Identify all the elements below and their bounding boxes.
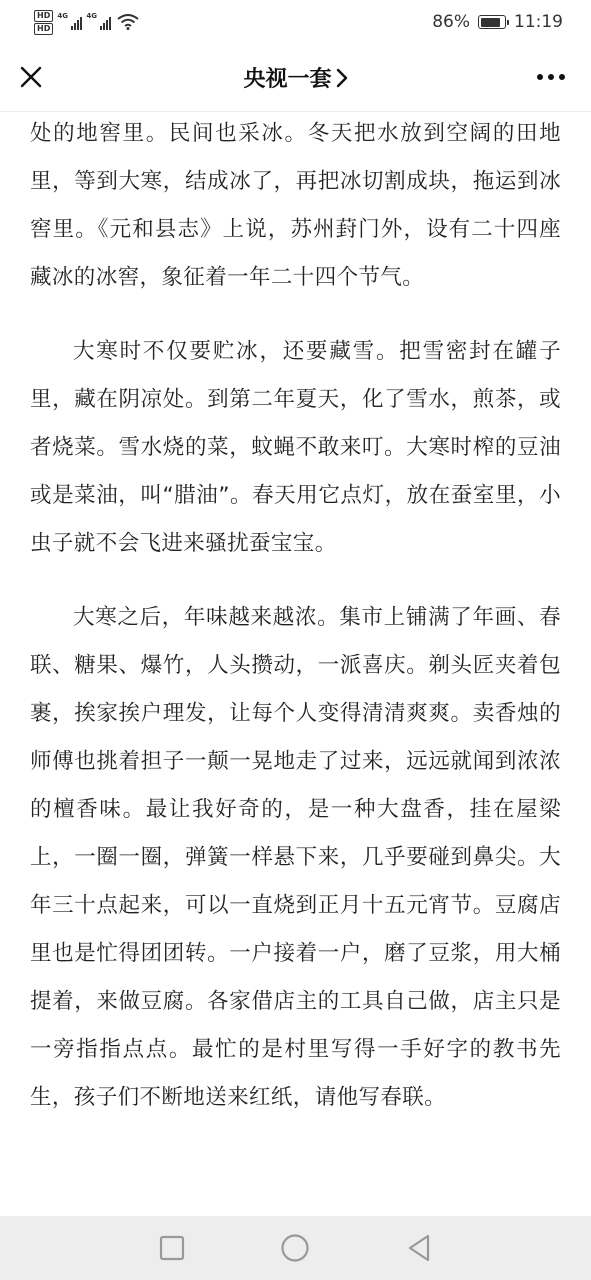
more-icon [536, 73, 566, 81]
battery-fill [481, 18, 501, 27]
home-button[interactable] [275, 1228, 315, 1268]
article-paragraph-2: 大寒时不仅要贮冰，还要藏雪。把雪密封在罐子里，藏在阴凉处。到第二年夏天，化了雪水，煎茶，或者烧菜。雪水烧的菜，蚊蝇不敢来叮。大寒时榨的豆油或是菜油，叫“腊油”。春天用它点灯，放在蚕室里，小虫子就不会飞进来骚扰蚕宝宝。 [30, 339, 561, 556]
system-navigation-bar [0, 1216, 591, 1280]
signal-icon-2 [88, 14, 111, 30]
battery-icon [478, 15, 506, 29]
article-body[interactable] [0, 112, 591, 1216]
recents-button[interactable] [152, 1228, 192, 1268]
clock: 11:19 [514, 12, 563, 32]
page-title: 央视一套 [243, 67, 332, 92]
status-bar [0, 0, 591, 44]
status-right [432, 12, 563, 32]
battery-percent: 86% [432, 12, 470, 32]
chevron-right-icon [336, 68, 348, 88]
hd-indicators [34, 10, 53, 35]
close-button[interactable] [12, 58, 50, 96]
network-type-2: 4G [86, 12, 97, 20]
nav-bar [0, 44, 591, 112]
hd-badge-1: HD [34, 10, 53, 22]
more-button[interactable] [531, 58, 571, 96]
wifi-icon [117, 14, 139, 30]
account-title-link[interactable] [243, 62, 347, 93]
square-icon [159, 1235, 185, 1261]
triangle-back-icon [406, 1234, 432, 1262]
back-button[interactable] [399, 1228, 439, 1268]
signal-icon-1 [59, 14, 82, 30]
circle-icon [280, 1233, 310, 1263]
status-left [34, 10, 139, 35]
hd-badge-2: HD [34, 23, 53, 35]
close-icon [20, 66, 42, 88]
network-type-1: 4G [57, 12, 68, 20]
article-paragraph-1: 处的地窖里。民间也采冰。冬天把水放到空阔的田地里，等到大寒，结成冰了，再把冰切割成块，拖运到冰窖里。《元和县志》上说，苏州葑门外，设有二十四座藏冰的冰窖，象征着一年二十四个节气。 [30, 121, 561, 290]
article-paragraph-3: 大寒之后，年味越来越浓。集市上铺满了年画、春联、糖果、爆竹，人头攒动，一派喜庆。剃头匠夹着包裹，挨家挨户理发，让每个人变得清清爽爽。卖香烛的师傅也挑着担子一颠一晃地走了过来，远远就闻到浓浓的檀香味。最让我好奇的，是一种大盘香，挂在屋梁上，一圈一圈，弹簧一样悬下来，几乎要碰到鼻尖。大年三十点起来，可以一直烧到正月十五元宵节。豆腐店里也是忙得团团转。一户接着一户，磨了豆浆，用大桶提着，来做豆腐。各家借店主的工具自己做，店主只是一旁指指点点。最忙的是村里写得一手好字的教书先生，孩子们不断地送来红纸，请他写春联。 [30, 605, 561, 1110]
